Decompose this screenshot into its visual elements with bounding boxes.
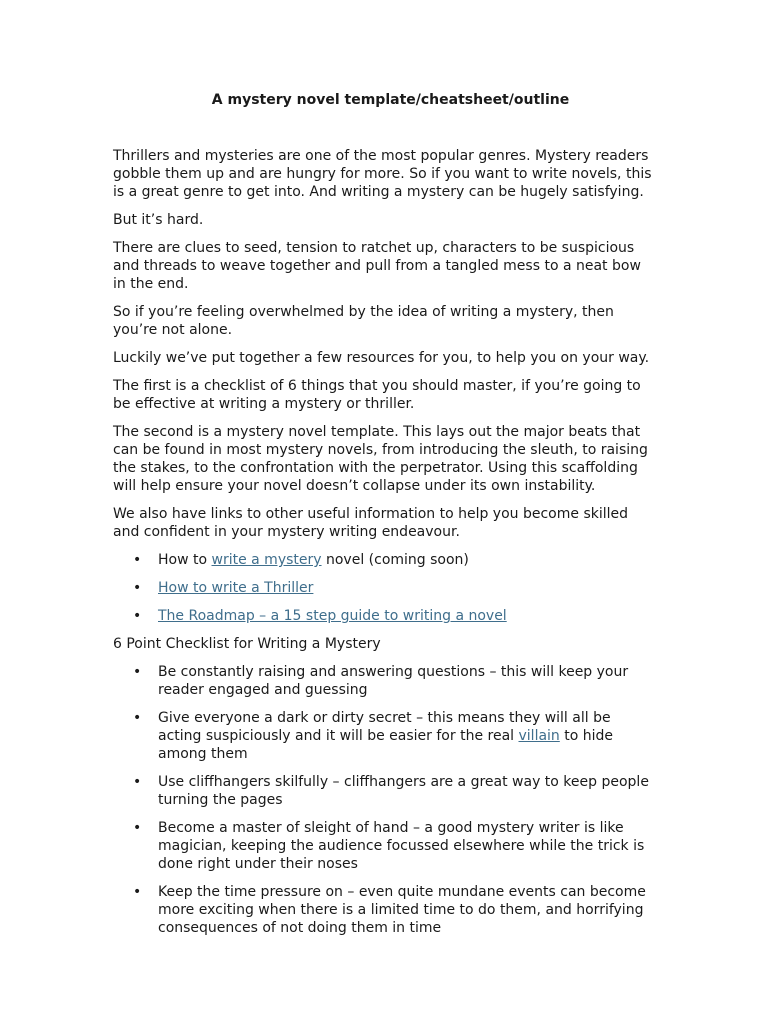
how-to-write-thriller-link[interactable]: How to write a Thriller xyxy=(158,580,314,596)
list-item-text: Give everyone a dark or dirty secret – this means they will all be acting suspiciously and it will be easier for the real xyxy=(158,710,611,744)
list-item: • Be constantly raising and answering questions – this will keep your reader engaged and guessing xyxy=(158,663,658,699)
list-item-text: How to xyxy=(158,552,212,568)
write-a-mystery-link[interactable]: write a mystery xyxy=(211,552,322,568)
roadmap-link[interactable]: The Roadmap – a 15 step guide to writing a novel xyxy=(158,608,507,624)
checklist-intro-paragraph: The first is a checklist of 6 things that you should master, if you’re going to be effective at writing a mystery or thriller. xyxy=(113,378,641,412)
list-item-text: novel (coming soon) xyxy=(321,552,469,568)
list-item xyxy=(158,579,658,597)
list-item: • Keep the time pressure on – even quite mundane events can become more exciting when there is a limited time to do them, and horrifying consequences of not doing them in time xyxy=(158,883,658,937)
list-item-text: to hide among them xyxy=(158,728,614,762)
clues-paragraph: There are clues to seed, tension to ratchet up, characters to be suspicious and threads to weave together and pull from a tangled mess to a neat bow in the end. xyxy=(113,240,641,292)
list-item xyxy=(158,709,658,763)
but-its-hard-paragraph: But it’s hard. xyxy=(113,212,204,228)
list-item xyxy=(158,551,658,569)
links-intro-paragraph: We also have links to other useful information to help you become skilled and confident in your mystery writing endeavour. xyxy=(113,506,629,540)
template-intro-paragraph: The second is a mystery novel template. This lays out the major beats that can be found in most mystery novels, from introducing the sleuth, to raising the stakes, to the confrontation with the perpetrator. Using this scaffolding will help ensure your novel doesn’t collapse under its own instability. xyxy=(113,424,648,494)
overwhelmed-paragraph: So if you’re feeling overwhelmed by the idea of writing a mystery, then you’re not alone. xyxy=(113,304,614,338)
list-item: • Become a master of sleight of hand – a good mystery writer is like magician, keeping the audience focussed elsewhere while the trick is done right under their noses xyxy=(158,819,658,873)
checklist-list xyxy=(113,663,658,937)
list-item xyxy=(158,607,658,625)
resource-links-list xyxy=(113,551,658,625)
page-title: A mystery novel template/cheatsheet/outline xyxy=(211,92,570,108)
resources-paragraph: Luckily we’ve put together a few resources for you, to help you on your way. xyxy=(113,350,650,366)
villain-link[interactable]: villain xyxy=(518,728,560,744)
intro-paragraph: Thrillers and mysteries are one of the most popular genres. Mystery readers gobble them up and are hungry for more. So if you want to write novels, this is a great genre to get into. And writing a mystery can be hugely satisfying. xyxy=(113,148,652,200)
document-page xyxy=(113,90,658,947)
checklist-heading: 6 Point Checklist for Writing a Mystery xyxy=(113,636,381,652)
list-item: • Use cliffhangers skilfully – cliffhangers are a great way to keep people turning the pages xyxy=(158,773,658,809)
